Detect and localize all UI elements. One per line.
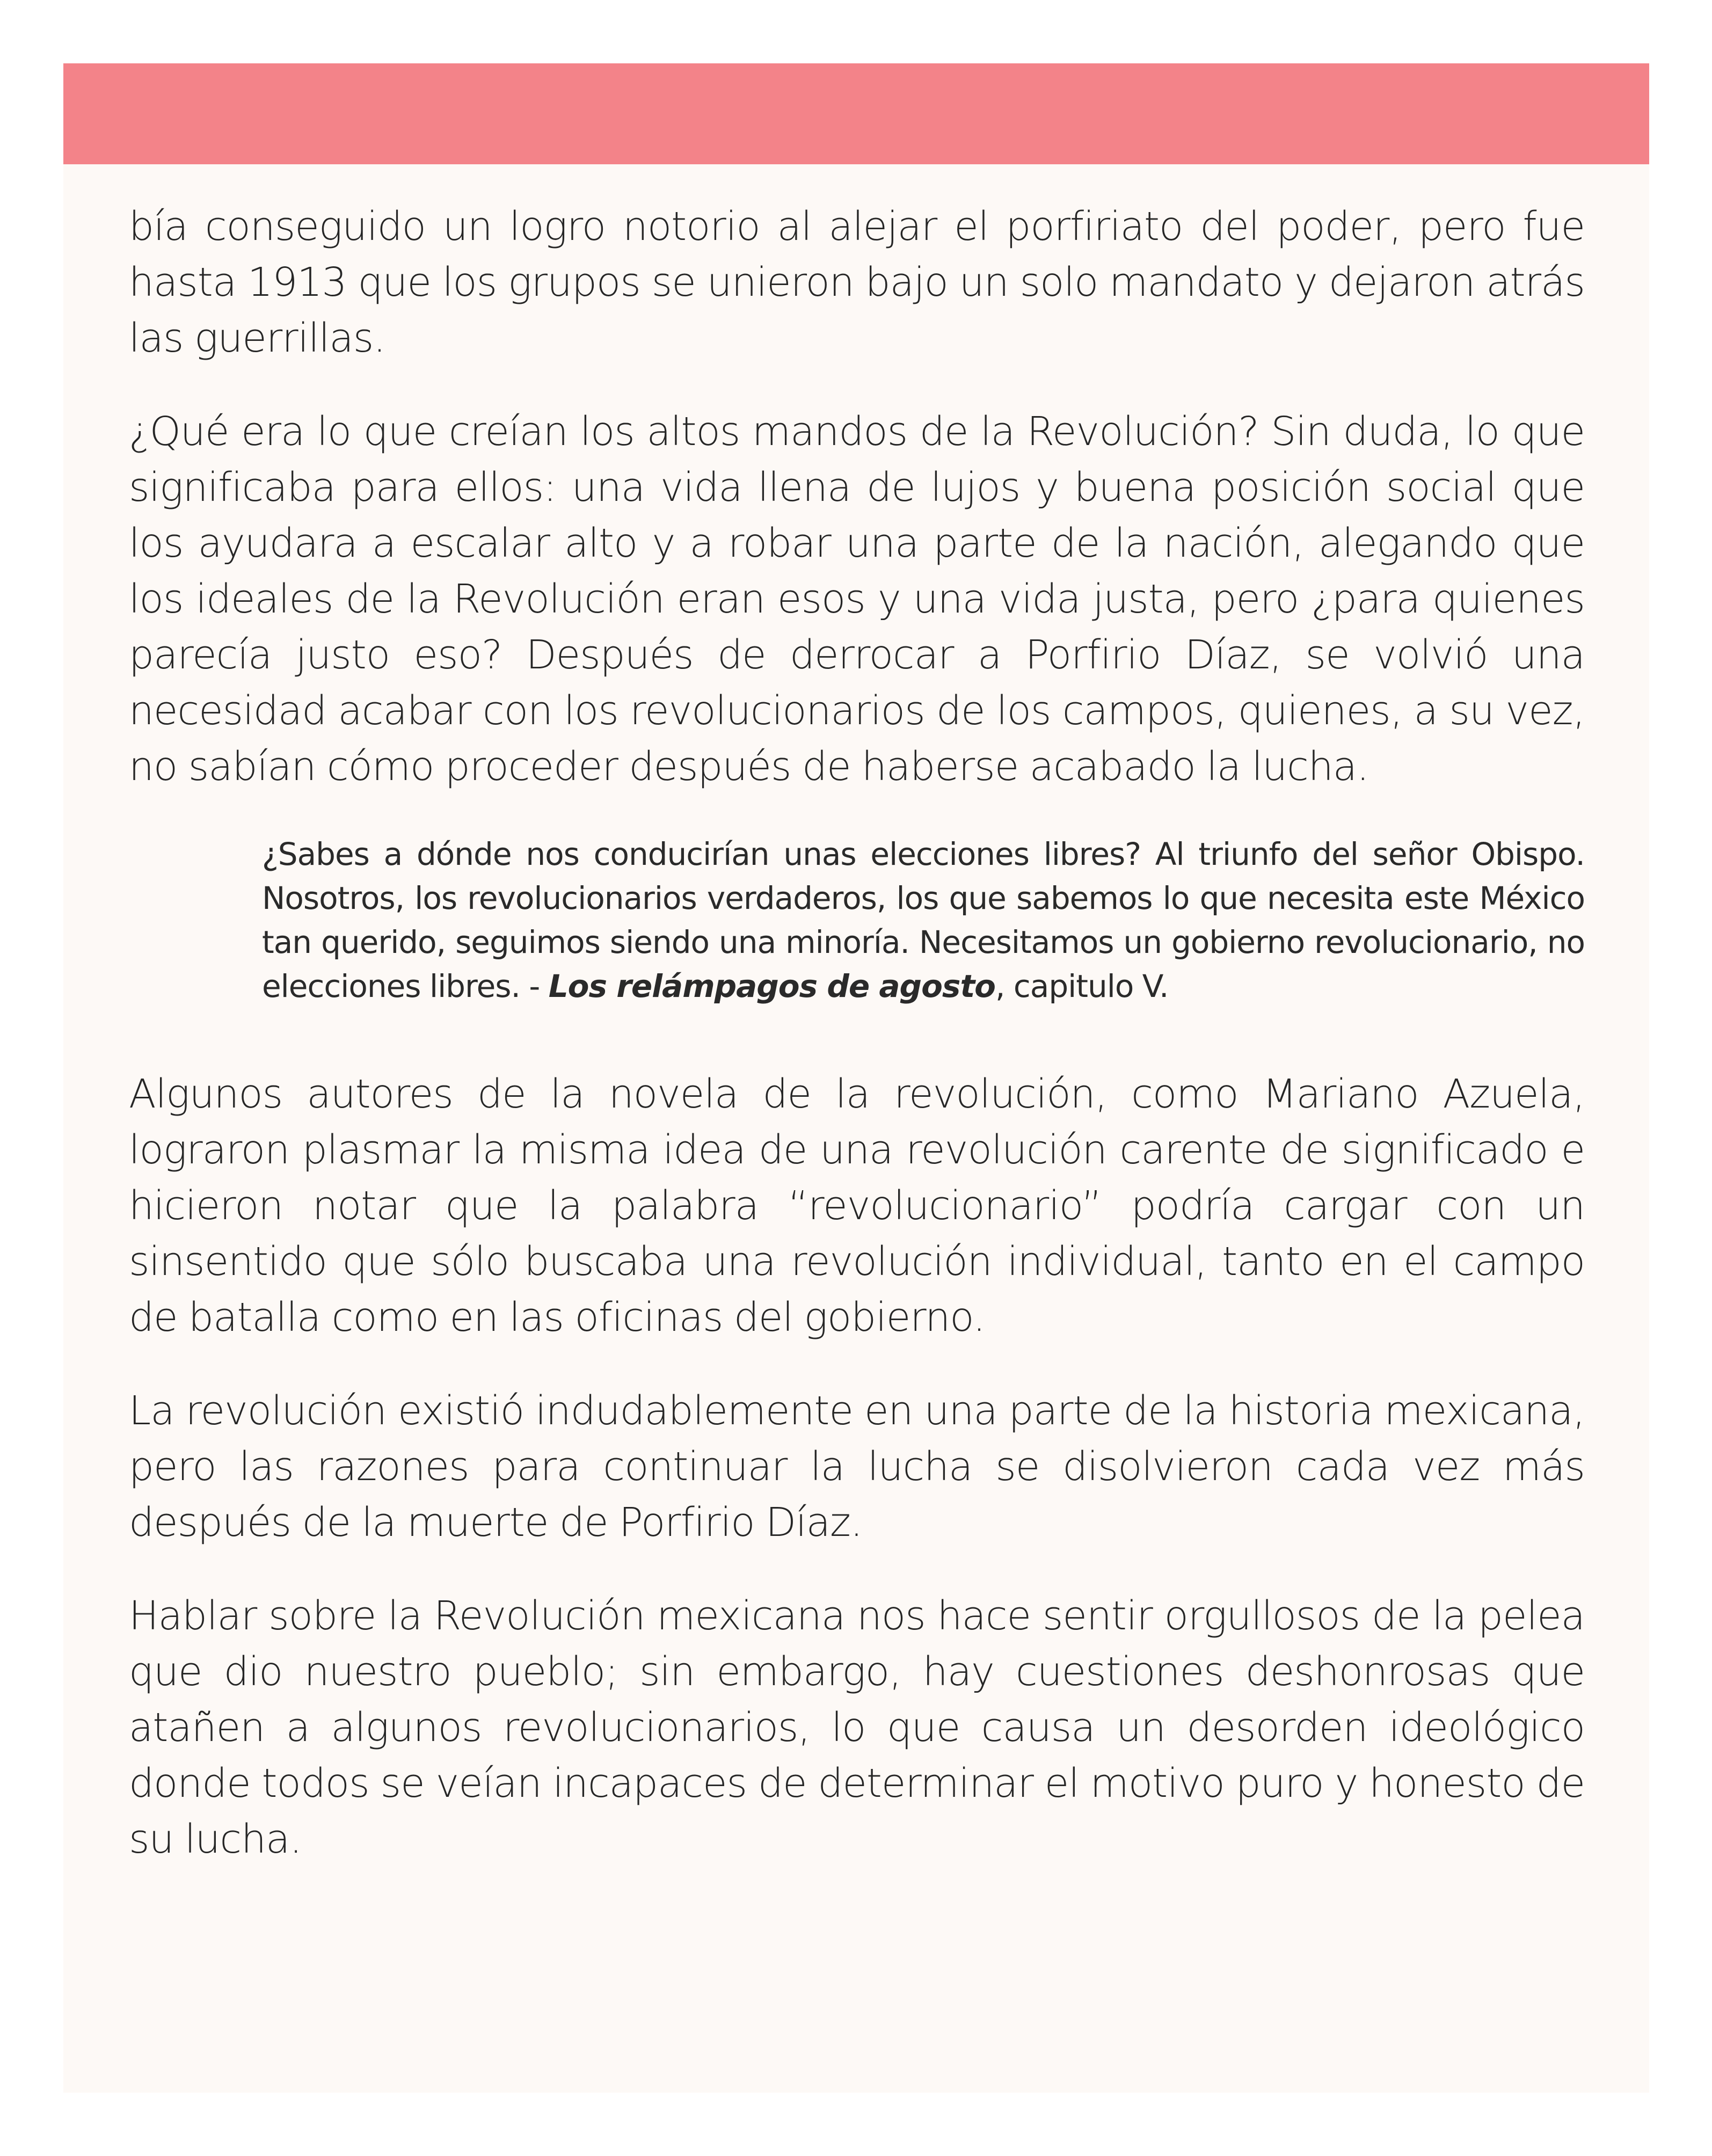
quote-source-rest: , capitulo V.	[995, 968, 1169, 1004]
paragraph-2: ¿Qué era lo que creían los altos mandos de la Revolución? Sin duda, lo que significaba para ellos: una vida llena de lujos y buena posición social que los ayudara a escalar alto y a robar una parte de la nación, alegando que los ideales de la Revolución eran esos y una vida justa, pero ¿para quienes parecía justo eso? Después de derrocar a Porfirio Díaz, se volvió una necesidad acabar con los revolucionarios de los campos, quienes, a su vez, no sabían cómo proceder después de haberse acabado la lucha.	[129, 409, 1585, 790]
article-body	[129, 199, 1585, 1905]
quote-text: ¿Sabes a dónde nos conducirían unas elecciones libres? Al triunfo del señor Obispo. Nosotros, los revolucionarios verdaderos, los que sabemos lo que necesita este México tan querido, seguimos siendo una minoría. Necesitamos un gobierno revolucionario, no elecciones libres. -	[262, 836, 1585, 1004]
paragraph-1: bía conseguido un logro notorio al alejar el porfiriato del poder, pero fue hasta 1913 que los grupos se unieron bajo un solo mandato y dejaron atrás las guerrillas.	[129, 203, 1585, 361]
header-bar	[63, 63, 1649, 164]
paragraph-4: La revolución existió indudablemente en una parte de la historia mexicana, pero las razones para continuar la lucha se disolvieron cada vez más después de la muerte de Porfirio Díaz.	[129, 1388, 1585, 1546]
page	[63, 63, 1649, 2093]
paragraph-3: Algunos autores de la novela de la revolución, como Mariano Azuela, lograron plasmar la misma idea de una revolución carente de significado e hicieron notar que la palabra “revolucionario” podría cargar con un sinsentido que sólo buscaba una revolución individual, tanto en el campo de batalla como en las oficinas del gobierno.	[129, 1071, 1585, 1341]
block-quote	[262, 832, 1585, 1008]
paragraph-5: Hablar sobre la Revolución mexicana nos hace sentir orgullosos de la pelea que dio nuestro pueblo; sin embargo, hay cuestiones deshonrosas que atañen a algunos revolucionarios, lo que causa un desorden ideológico donde todos se veían incapaces de determinar el motivo puro y honesto de su lucha.	[129, 1593, 1585, 1862]
quote-source-title: Los relámpagos de agosto	[548, 968, 996, 1004]
